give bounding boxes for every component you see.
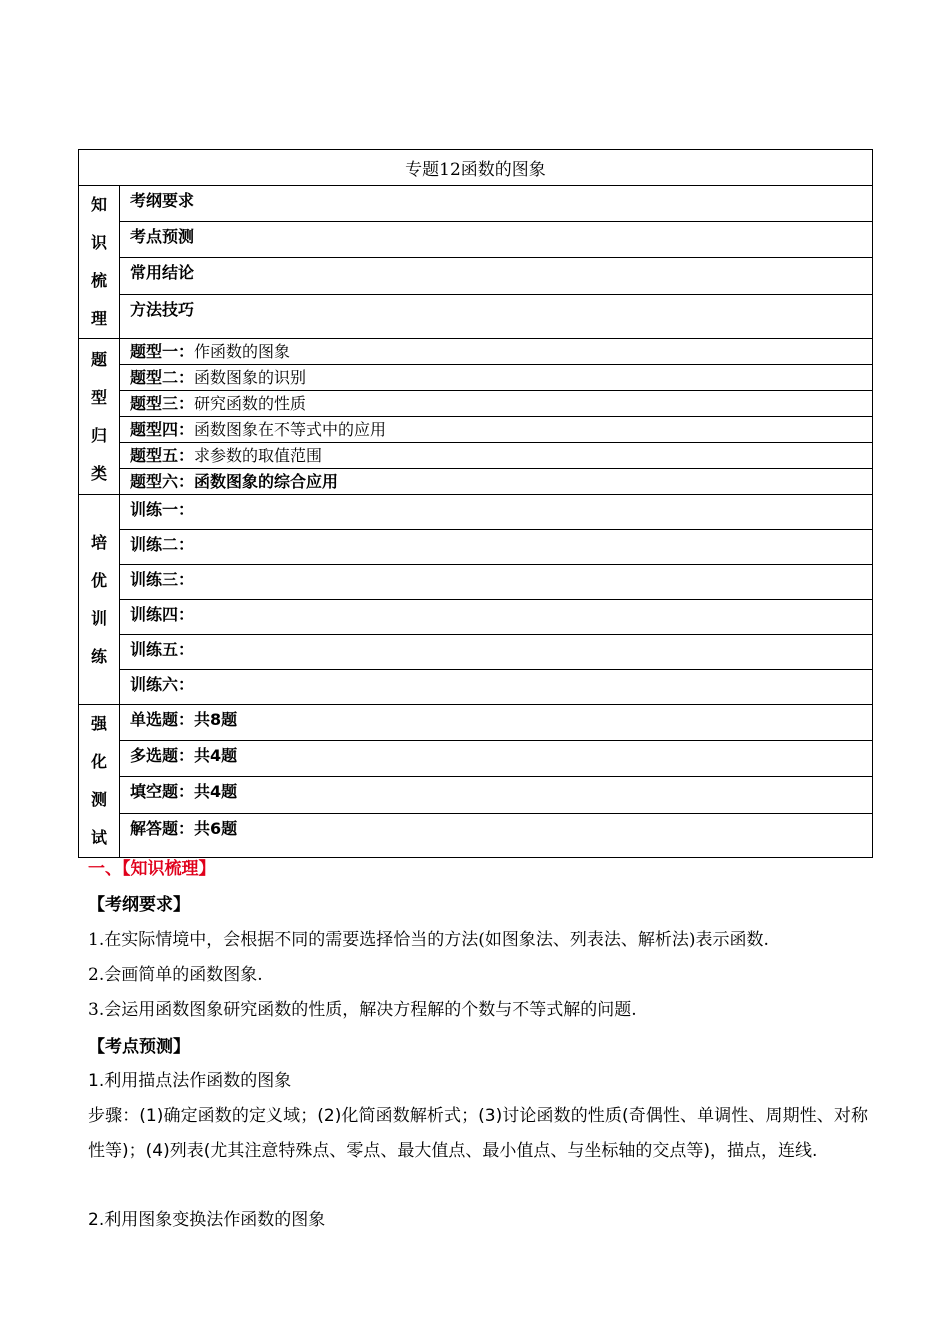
kaogang-item-3: 3.会运用函数图象研究函数的性质，解决方程解的个数与不等式解的问题. (88, 1000, 637, 1020)
toc-item-text: 函数图象的识别 (194, 368, 307, 387)
kaogang-heading: 【考纲要求】 (88, 895, 190, 915)
toc-item[interactable]: 训练一： (120, 495, 873, 530)
toc-item-prefix: 题型五： (130, 446, 195, 465)
toc-item[interactable]: 单选题：共8题 (120, 705, 873, 741)
toc-item-text: 求参数的取值范围 (194, 446, 323, 465)
category-char: 培 (90, 532, 107, 552)
kaogang-item-2: 2.会画简单的函数图象. (88, 965, 263, 985)
section-title: 【知识梳理】 (122, 859, 216, 879)
toc-item-prefix: 题型四： (130, 420, 195, 439)
section-heading (88, 852, 868, 886)
toc-category-tixing (79, 339, 120, 495)
toc-item[interactable]: 解答题：共6题 (120, 813, 873, 857)
section-number: 一、 (88, 859, 122, 879)
toc-item-prefix: 题型二： (130, 368, 195, 387)
toc-item-text: 函数图象的综合应用 (194, 472, 339, 491)
category-char: 类 (90, 463, 107, 483)
toc-category-peiyou (79, 495, 120, 705)
category-char: 理 (90, 309, 107, 328)
toc-item-text: 作函数的图象 (194, 342, 291, 361)
toc-category-qianghua (79, 705, 120, 858)
point1-title: 1.利用描点法作函数的图象 (88, 1071, 292, 1091)
toc-item[interactable]: 方法技巧 (120, 294, 873, 338)
category-char: 型 (90, 387, 107, 407)
toc-item[interactable]: 训练四： (120, 600, 873, 635)
toc-category-zhishi (79, 186, 120, 339)
toc-item[interactable]: 考纲要求 (120, 186, 873, 222)
toc-item[interactable]: 填空题：共4题 (120, 777, 873, 813)
category-char: 题 (90, 349, 107, 369)
toc-item-tixing-2[interactable] (120, 365, 873, 391)
category-char: 化 (90, 752, 107, 771)
toc-item-tixing-1[interactable] (120, 339, 873, 365)
category-char: 试 (90, 828, 107, 847)
toc-item[interactable]: 训练二： (120, 530, 873, 565)
category-char: 归 (90, 425, 107, 445)
toc-item[interactable]: 训练六： (120, 670, 873, 705)
category-char: 练 (90, 646, 107, 666)
toc-item-prefix: 题型一： (130, 342, 195, 361)
category-char: 训 (90, 608, 107, 628)
point2-title: 2.利用图象变换法作函数的图象 (88, 1210, 326, 1230)
toc-item-tixing-5[interactable] (120, 443, 873, 469)
toc-table (78, 149, 873, 858)
category-char: 测 (90, 790, 107, 809)
category-char: 知 (90, 195, 107, 214)
toc-item[interactable]: 训练三： (120, 565, 873, 600)
toc-item-prefix: 题型六： (130, 472, 195, 491)
kaogang-item-1: 1.在实际情境中，会根据不同的需要选择恰当的方法(如图象法、列表法、解析法)表示函数. (88, 930, 769, 950)
toc-title: 专题12函数的图象 (79, 150, 873, 186)
category-char: 识 (90, 233, 107, 252)
toc-item[interactable]: 常用结论 (120, 258, 873, 294)
toc-item-text: 函数图象在不等式中的应用 (194, 420, 387, 439)
toc-item[interactable]: 训练五： (120, 635, 873, 670)
toc-item[interactable]: 考点预测 (120, 222, 873, 258)
toc-item-tixing-6[interactable] (120, 469, 873, 495)
category-char: 优 (90, 570, 107, 590)
toc-item-tixing-3[interactable] (120, 391, 873, 417)
point1-body: 步骤：(1)确定函数的定义域；(2)化简函数解析式；(3)讨论函数的性质(奇偶性、单调性、周期性、对称性等)；(4)列表(尤其注意特殊点、零点、最大值点、最小值点、与坐标轴的交点等)，描点，连线. (88, 1106, 868, 1161)
toc-item-prefix: 题型三： (130, 394, 195, 413)
category-char: 强 (90, 714, 107, 733)
toc-item[interactable]: 多选题：共4题 (120, 741, 873, 777)
kaodian-heading: 【考点预测】 (88, 1037, 190, 1057)
category-char: 梳 (90, 271, 107, 290)
toc-item-tixing-4[interactable] (120, 417, 873, 443)
toc-item-text: 研究函数的性质 (194, 394, 307, 413)
